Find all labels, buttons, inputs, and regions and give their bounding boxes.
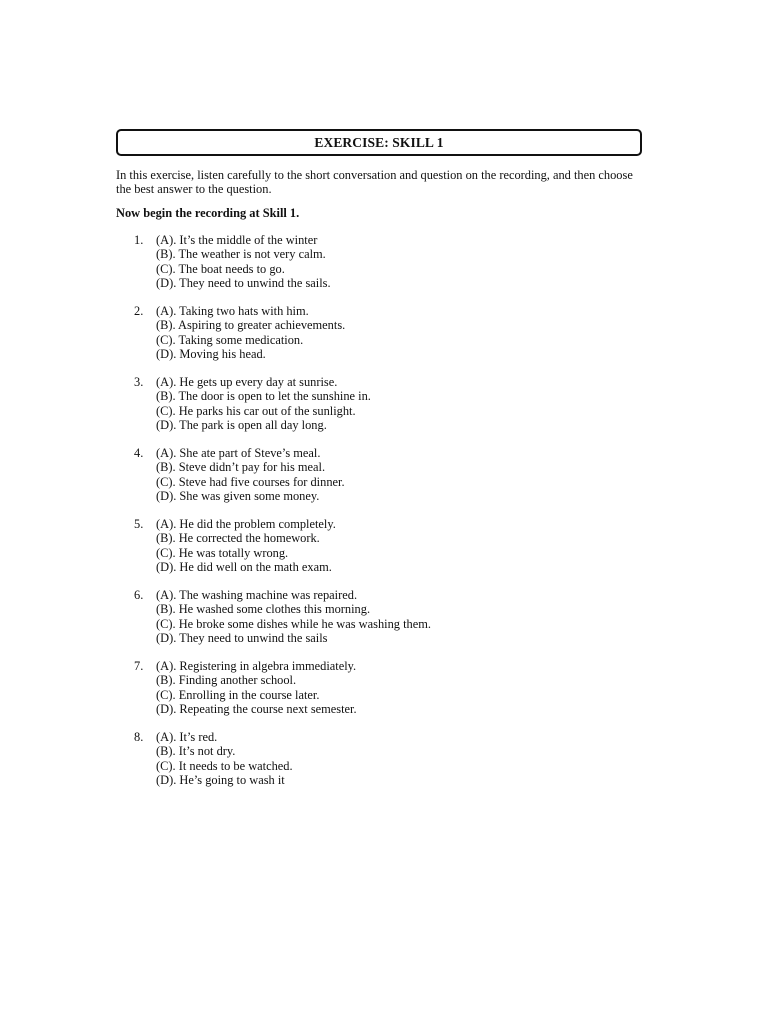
option-b: (B). Finding another school. [156, 673, 297, 688]
question-list [134, 233, 534, 801]
answer-options [156, 375, 371, 432]
answer-options [156, 304, 345, 361]
option-a: (A). The washing machine was repaired. [156, 588, 358, 602]
question-8 [134, 730, 534, 801]
exercise-title-box [116, 129, 642, 156]
option-b: (B). The weather is not very calm. [156, 247, 326, 262]
answer-options [156, 588, 431, 645]
option-d: (D). He did well on the math exam. [156, 559, 332, 574]
option-c: (C). Steve had five courses for dinner. [156, 474, 345, 489]
option-d: (D). The park is open all day long. [156, 417, 327, 432]
option-a: (A). She ate part of Steve’s meal. [156, 446, 321, 460]
option-c: (C). Enrolling in the course later. [156, 687, 320, 702]
question-2 [134, 304, 534, 375]
option-b: (B). The door is open to let the sunshine in. [156, 389, 371, 404]
question-4 [134, 446, 534, 517]
option-a: (A). It’s red. [156, 730, 218, 744]
question-number: 5. [134, 517, 144, 531]
question-6 [134, 588, 534, 659]
option-c: (C). Taking some medication. [156, 332, 304, 347]
question-number: 8. [134, 730, 144, 744]
instructions-text: In this exercise, listen carefully to the short conversation and question on the recording, and then choose the best answer to the question. [116, 168, 633, 196]
option-b: (B). It’s not dry. [156, 744, 236, 759]
option-b: (B). Steve didn’t pay for his meal. [156, 460, 326, 475]
answer-options [156, 730, 293, 787]
question-number: 1. [134, 233, 144, 247]
begin-recording-text: Now begin the recording at Skill 1. [116, 206, 300, 220]
question-number: 7. [134, 659, 144, 673]
option-d: (D). He’s going to wash it [156, 772, 285, 787]
question-number: 4. [134, 446, 144, 460]
option-b: (B). Aspiring to greater achievements. [156, 318, 346, 333]
option-c: (C). He was totally wrong. [156, 545, 289, 560]
option-c: (C). The boat needs to go. [156, 261, 285, 276]
option-d: (D). Repeating the course next semester. [156, 701, 357, 716]
option-d: (D). She was given some money. [156, 488, 320, 503]
question-5 [134, 517, 534, 588]
option-a: (A). He gets up every day at sunrise. [156, 375, 338, 389]
exercise-title: EXERCISE: SKILL 1 [314, 134, 444, 150]
question-3 [134, 375, 534, 446]
answer-options [156, 659, 357, 716]
answer-options [156, 446, 345, 503]
answer-options [156, 517, 336, 574]
question-1 [134, 233, 534, 304]
option-a: (A). It’s the middle of the winter [156, 233, 318, 247]
option-d: (D). They need to unwind the sails. [156, 275, 331, 290]
question-number: 2. [134, 304, 144, 318]
answer-options [156, 233, 331, 290]
option-d: (D). They need to unwind the sails [156, 630, 328, 645]
question-number: 6. [134, 588, 144, 602]
option-d: (D). Moving his head. [156, 346, 266, 361]
option-c: (C). He broke some dishes while he was washing them. [156, 616, 431, 631]
option-a: (A). Taking two hats with him. [156, 304, 309, 318]
question-number: 3. [134, 375, 144, 389]
option-c: (C). It needs to be watched. [156, 758, 293, 773]
question-7 [134, 659, 534, 730]
option-a: (A). He did the problem completely. [156, 517, 336, 531]
option-c: (C). He parks his car out of the sunlight. [156, 403, 356, 418]
option-b: (B). He washed some clothes this morning. [156, 602, 371, 617]
option-b: (B). He corrected the homework. [156, 531, 320, 546]
option-a: (A). Registering in algebra immediately. [156, 659, 357, 673]
